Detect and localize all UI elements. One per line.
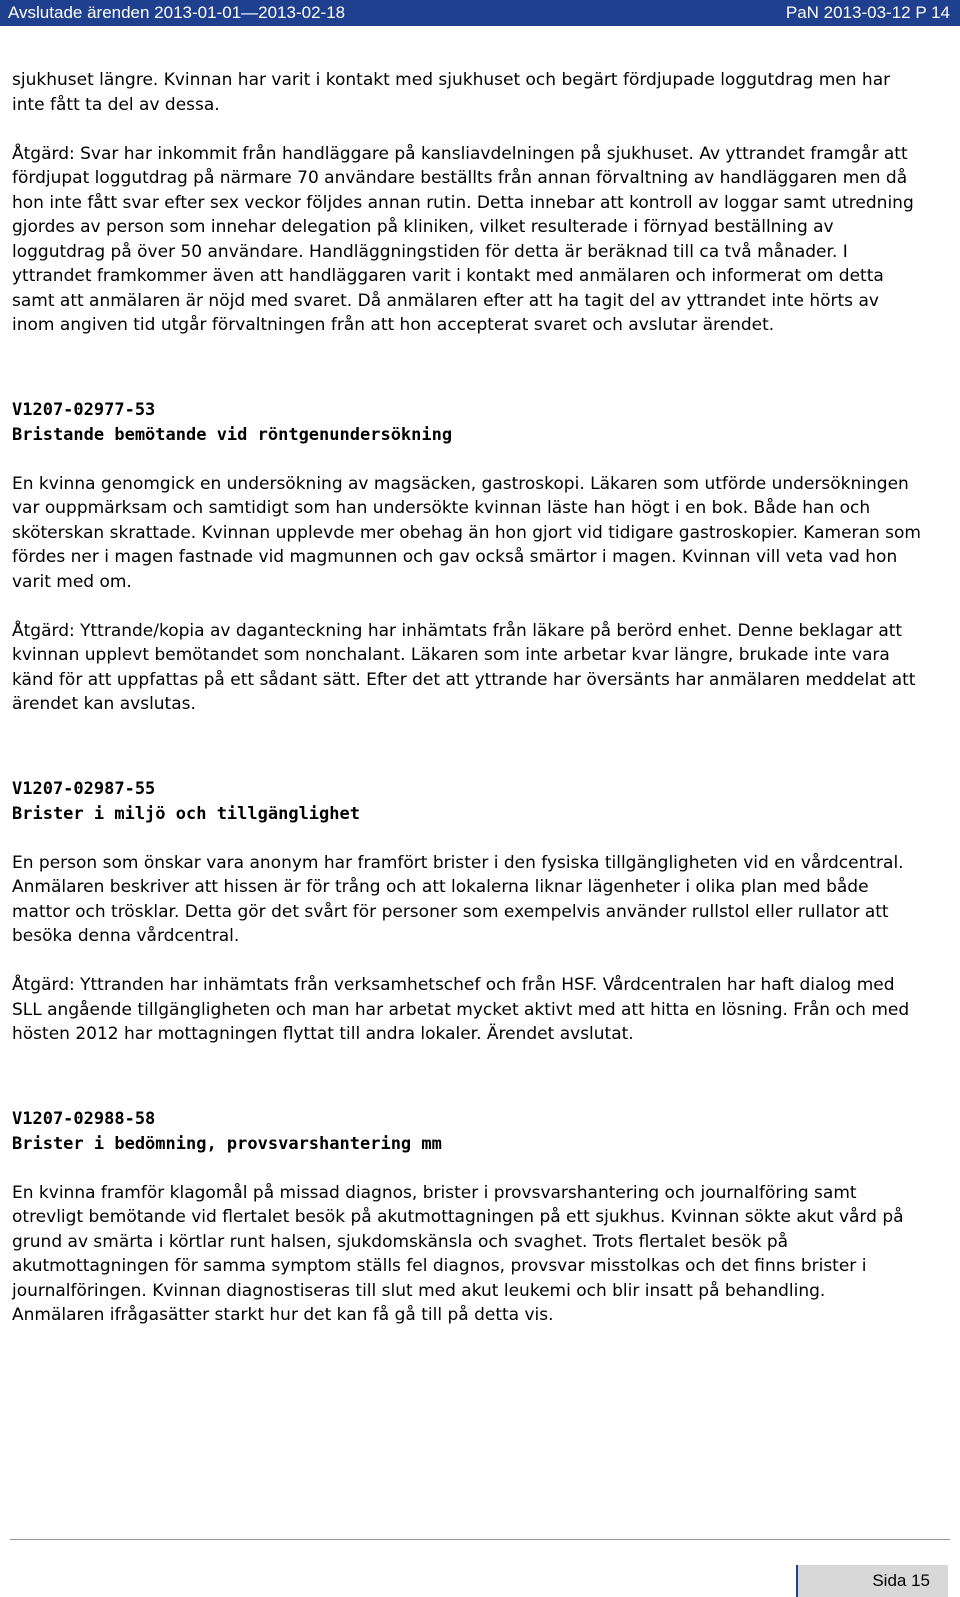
case-section [12,777,922,1047]
case-action: Åtgärd: Yttranden har inhämtats från verksamhetschef och från HSF. Vårdcentralen har haft dialog med SLL angående tillgängligheten och man har arbetat mycket aktivt med att hitta en lösning. Från och med hösten 2012 har mottagningen flyttat till andra lokaler. Ärendet avslutat. [12,975,910,1044]
case-title: Bristande bemötande vid röntgenundersökning [12,424,453,445]
header-report-title: Avslutade ärenden 2013-01-01—2013-02-18 [8,3,346,22]
case-section [12,1107,922,1328]
case-id: V1207-02987-55 [12,779,156,799]
case-id: V1207-02977-53 [12,400,156,420]
page-number: Sida 15 [796,1565,948,1597]
continuation-paragraph: sjukhuset längre. Kvinnan har varit i kontakt med sjukhuset och begärt fördjupade loggutdrag men har inte fått ta del av dessa. [12,70,891,115]
case-title: Brister i bedömning, provsvarshantering mm [12,1133,442,1154]
document-body [12,68,922,1352]
action-paragraph: Åtgärd: Svar har inkommit från handläggare på kansliavdelningen på sjukhuset. Av yttrandet framgår att fördjupat loggutdrag på närmare 70 användare beställts från annan förvaltning av handläggaren men då hon inte fått svar efter sex veckor följdes annan rutin. Detta innebar att kontroll av loggar samt utredning gjordes av person som innehar delegation på kliniken, vilket resulterade i förnyad beställning av loggutdrag på över 50 användare. Handläggningstiden för detta är beräknad till ca två månader. I yttrandet framkommer även att handläggaren varit i kontakt med anmälaren och informerat om detta samt att anmälaren är nöjd med svaret. Då anmälaren efter att ha tagit del av yttrandet inte hörts av inom angiven tid utgår förvaltningen från att hon accepterat svaret och avslutar ärendet. [12,143,914,335]
case-title: Brister i miljö och tillgänglighet [12,803,360,824]
case-description: En kvinna framför klagomål på missad diagnos, brister i provsvarshantering och journalföring samt otrevligt bemötande vid flertalet besök på akutmottagningen på ett sjukhus. Kvinnan sökte akut vård på grund av smärta i körtlar runt halsen, sjukdomskänsla och svaghet. Trots flertalet besök på akutmottagningen för samma symptom ställs fel diagnos, provsvar misstolkas och det finns brister i journalföringen. Kvinnan diagnostiseras till slut med akut leukemi och blir insatt på behandling. Anmälaren ifrågasätter starkt hur det kan få gå till på detta vis. [12,1182,904,1325]
case-description: En person som önskar vara anonym har framfört brister i den fysiska tillgängligheten vid en vårdcentral. Anmälaren beskriver att hissen är för trång och att lokalerna liknar lägenheter i olika plan med både mattor och trösklar. Detta gör det svårt för personer som exempelvis använder rullstol eller rullator att besöka denna vårdcentral. [12,852,904,946]
case-action: Åtgärd: Yttrande/kopia av daganteckning har inhämtats från läkare på berörd enhet. Denne beklagar att kvinnan upplevt bemötandet som nonchalant. Läkaren som inte arbetar kvar längre, brukade inte vara känd för att uppfattas på ett sådant sätt. Efter det att yttrande har översänts har anmälaren meddelat att ärendet kan avslutas. [12,620,916,714]
case-description: En kvinna genomgick en undersökning av magsäcken, gastroskopi. Läkaren som utförde undersökningen var ouppmärksam och samtidigt som han undersökte kvinnan läste han högt i en bok. Både han och sköterskan skrattade. Kvinnan upplevde mer obehag än hon gjort vid tidigare gastroskopier. Kameran som fördes ner i magen fastnade vid magmunnen och gav också smärtor i magen. Kvinnan vill veta vad hon varit med om. [12,473,921,592]
section-spacer [12,1071,922,1107]
section-spacer [12,362,922,398]
page-header [0,0,960,26]
case-heading [12,777,922,826]
section-spacer [12,741,922,777]
case-id: V1207-02988-58 [12,1109,156,1129]
case-heading [12,398,922,447]
page-footer [0,1539,960,1597]
case-section [12,398,922,717]
header-meeting-reference: PaN 2013-03-12 P 14 [785,3,950,22]
footer-divider [10,1539,950,1540]
case-heading [12,1107,922,1156]
